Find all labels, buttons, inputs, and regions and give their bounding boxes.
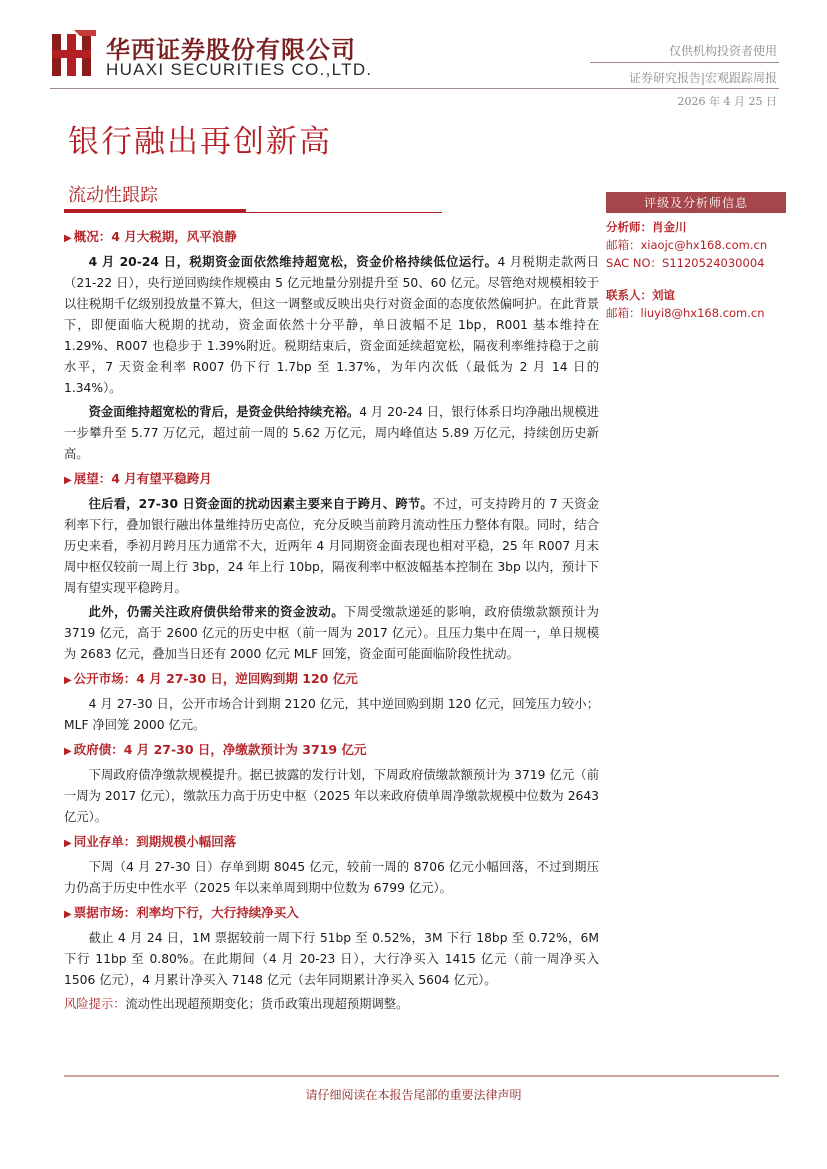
paragraph-gov-bonds: 下周政府债净缴款规模提升。据已披露的发行计划，下周政府债缴款额预计为 3719 亿元（前一周为 2017 亿元），缴款压力高于历史中枢（2025 年以来政府债单周净缴款规模中位数为 2643 亿元）。 [64, 768, 599, 824]
heading-outlook: ▶ 展望：4 月有望平稳跨月 [64, 471, 212, 486]
contact-name: 刘谊 [652, 288, 675, 302]
triangle-bullet-icon: ▶ [64, 838, 72, 849]
analyst-email-label: 邮箱： [606, 238, 641, 252]
heading-overview: ▶ 概况：4 月大税期，风平浪静 [64, 229, 237, 244]
contact-email-label: 邮箱： [606, 306, 641, 320]
triangle-bullet-icon: ▶ [64, 675, 72, 686]
analyst-name: 肖金川 [652, 220, 687, 234]
report-title: 银行融出再创新高 [68, 124, 332, 160]
paragraph-gov-bond-risk: 此外，仍需关注政府债供给带来的资金波动。下周受缴款递延的影响，政府债缴款额预计为 3719 亿元，高于 2600 亿元的历史中枢（前一周为 2017 亿元）。且压力集中在周一，单日规模为 2683 亿元，叠加当日还有 2000 亿元 MLF 回笼，资金面可能面临阶段性扰动。 [64, 605, 599, 661]
heading-open-market: ▶ 公开市场：4 月 27-30 日，逆回购到期 120 亿元 [64, 671, 358, 686]
paragraph-ncd: 下周（4 月 27-30 日）存单到期 8045 亿元，较前一周的 8706 亿元小幅回落，不过到期压力仍高于历史中性水平（2025 年以来单周到期中位数为 6799 亿元）。 [64, 860, 599, 895]
report-type: 证券研究报告|宏观跟踪周报 [628, 71, 777, 85]
section-underline-thin [246, 212, 442, 213]
footer-disclaimer: 请仔细阅读在本报告尾部的重要法律声明 [305, 1088, 522, 1102]
section-underline [64, 209, 246, 213]
triangle-bullet-icon: ▶ [64, 233, 72, 244]
sac-label: SAC NO： [606, 256, 663, 270]
paragraph-supply: 资金面维持超宽松的背后，是资金供给持续充裕。4 月 20-24 日，银行体系日均净融出规模进一步攀升至 5.77 万亿元，超过前一周的 5.62 万亿元，周内峰值达 5.89 万亿元，持续创历史新高。 [64, 405, 599, 461]
analyst-info-panel [606, 192, 786, 322]
analyst-info-heading: 评级及分析师信息 [606, 192, 786, 213]
paragraph-overview: 4 月 20-24 日，税期资金面依然维持超宽松，资金价格持续低位运行。4 月税期走款两日（21-22 日），央行逆回购续作规模由 5 亿元地量分别提升至 50、60 亿元。尽管绝对规模相较于以往税期千亿级别投放量不算大，但这一调整或反映出央行对资金面的态度依然偏呵护。在此背景下，即便面临大税期的扰动，资金面依然十分平静，单日波幅不足 1bp，R001 基本维持在 1.29%、R007 也稳步于 1.39%附近。税期结束后，资金面延续超宽松，隔夜利率维持稳于之前水平，7 天资金利率 R007 仍下行 1.7bp 至 1.37%，为年内次低（最低为 2 月 14 日的 1.34%）。 [64, 255, 600, 395]
company-name-en: HUAXI SECURITIES CO.,LTD. [106, 60, 373, 79]
contact-label: 联系人： [606, 288, 652, 302]
paragraph-outlook: 往后看，27-30 日资金面的扰动因素主要来自于跨月、跨节。不过，可支持跨月的 7 天资金利率下行，叠加银行融出体量维持历史高位，充分反映当前跨月流动性压力整体有限。同时，结合历史来看，季初月跨月压力通常不大，近两年 4 月同期资金面表现也相对平稳，25 年 R007 月末周中枢仅较前一周上行 3bp，24 年上行 10bp，隔夜利率中枢波幅基本控制在 3bp 以内，预计下周有望实现平稳跨月。 [64, 497, 599, 595]
risk-warning: 风险提示：流动性出现超预期变化；货币政策出现超预期调整。 [64, 997, 409, 1011]
report-body [64, 226, 599, 1018]
analyst-email[interactable]: xiaojc@hx168.com.cn [640, 238, 768, 252]
heading-gov-bonds: ▶ 政府债：4 月 27-30 日，净缴款预计为 3719 亿元 [64, 742, 367, 757]
triangle-bullet-icon: ▶ [64, 909, 72, 920]
company-logo-icon [50, 30, 96, 78]
triangle-bullet-icon: ▶ [64, 475, 72, 486]
footer-rule [64, 1075, 779, 1077]
report-date: 2026 年 4 月 25 日 [677, 95, 777, 108]
header-rule [50, 88, 779, 89]
paragraph-open-market: 4 月 27-30 日，公开市场合计到期 2120 亿元，其中逆回购到期 120 亿元，回笼压力较小；MLF 净回笼 2000 亿元。 [64, 697, 599, 732]
section-title: 流动性跟踪 [68, 185, 158, 206]
triangle-bullet-icon: ▶ [64, 746, 72, 757]
audience-note: 仅供机构投资者使用 [668, 44, 777, 58]
contact-email[interactable]: liuyi8@hx168.com.cn [640, 306, 765, 320]
heading-bills: ▶ 票据市场：利率均下行，大行持续净买入 [64, 905, 299, 920]
heading-ncd: ▶ 同业存单：到期规模小幅回落 [64, 834, 237, 849]
sac-number: S1120524030004 [662, 256, 765, 270]
paragraph-bills: 截止 4 月 24 日，1M 票据较前一周下行 51bp 至 0.52%，3M 下行 18bp 至 0.72%，6M 下行 11bp 至 0.80%。在此期间（4 月 20-23 日），大行净买入 1415 亿元（前一周净买入 1506 亿元），4 月累计净买入 7148 亿元（去年同期累计净买入 5604 亿元）。 [64, 931, 599, 987]
header-divider [590, 62, 779, 63]
analyst-label: 分析师： [606, 220, 652, 234]
company-name-cn: 华西证券股份有限公司 [106, 35, 356, 64]
